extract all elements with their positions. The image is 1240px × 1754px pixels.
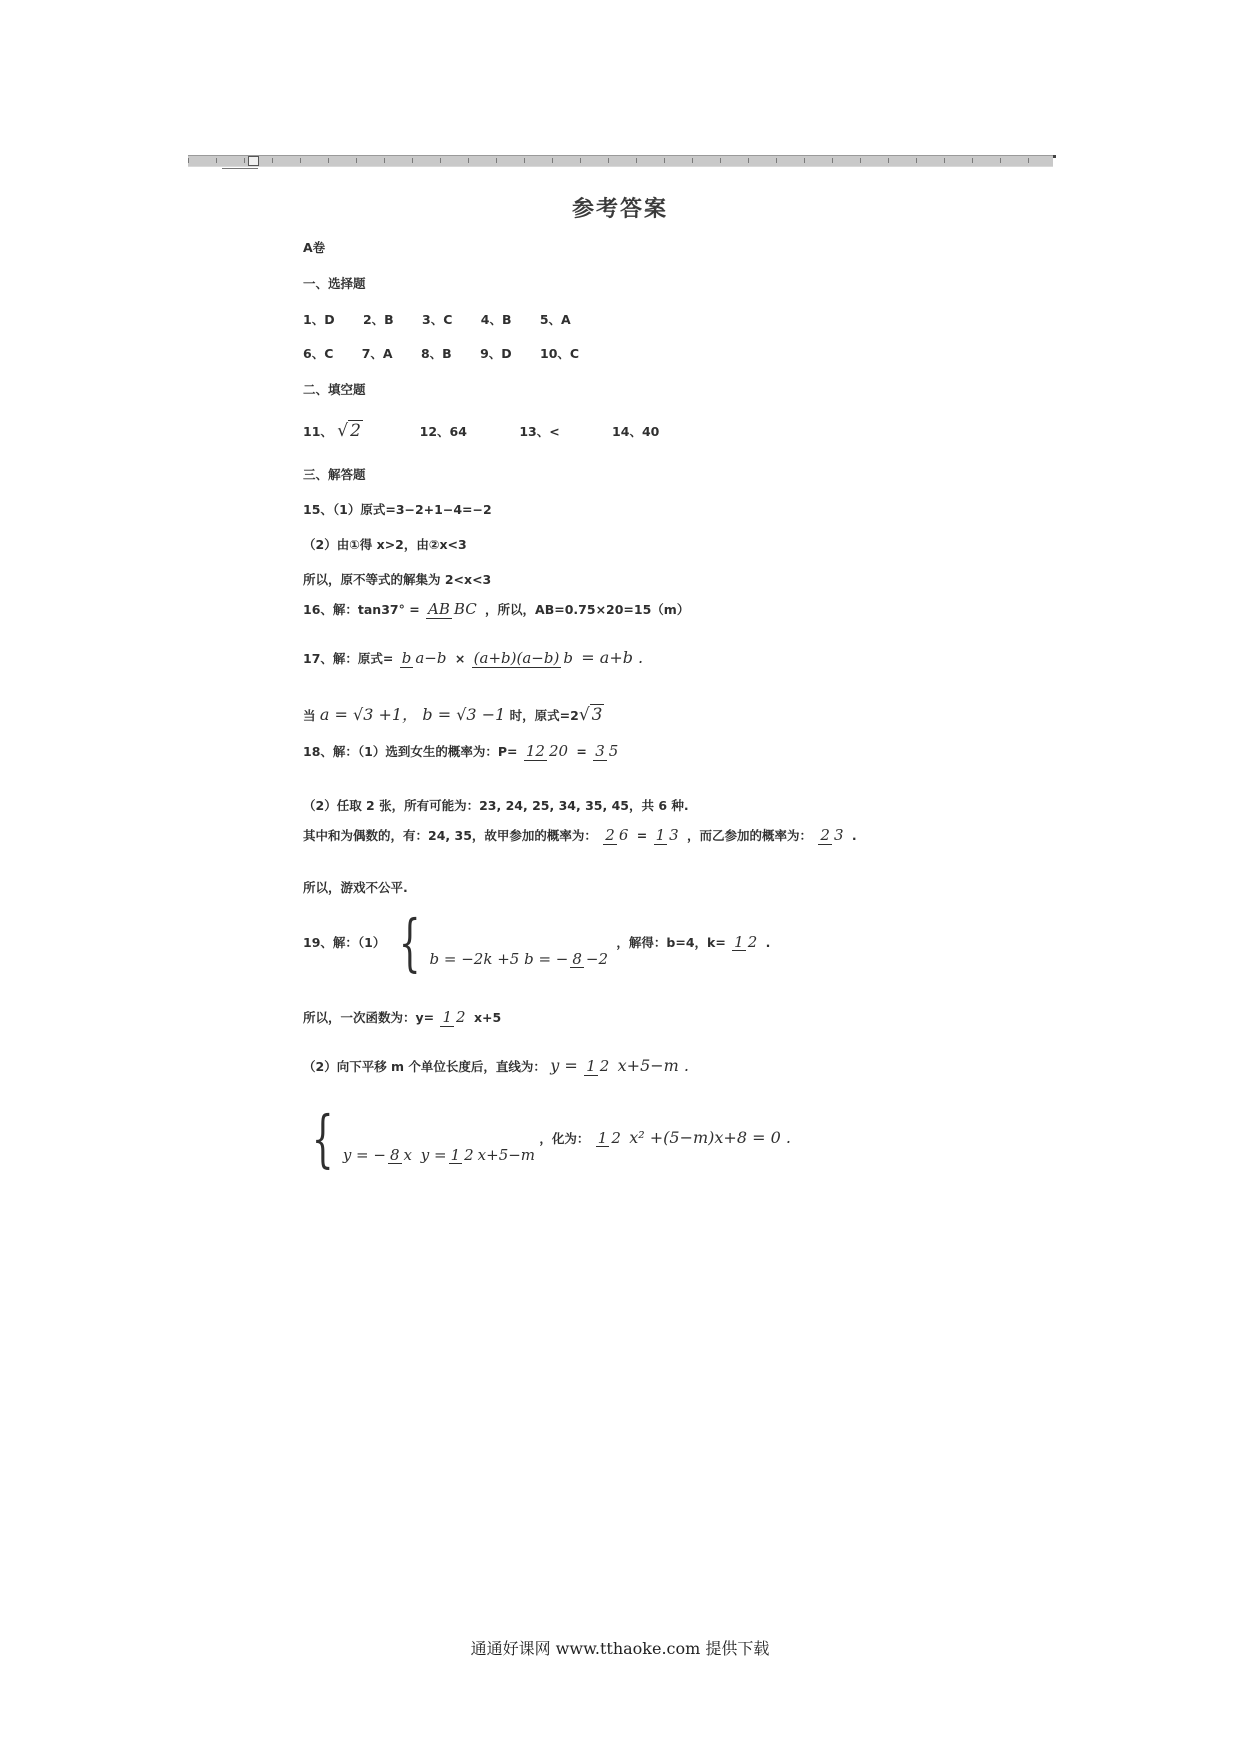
fraction-den: −2 (585, 949, 609, 968)
fraction-num: 8 (572, 949, 582, 968)
fraction-num: 3 (595, 742, 605, 761)
paper-label: A卷 (303, 240, 326, 255)
fraction-den: 3 (833, 826, 844, 845)
fraction-1-2 (449, 1145, 476, 1165)
q18-conclusion: 所以，游戏不公平. (303, 880, 408, 895)
system-row (343, 1146, 416, 1164)
mc-answer: 9、D (480, 346, 512, 361)
fraction-num: AB (428, 600, 450, 619)
q19-solution: ，解得：b=4，k= (616, 934, 726, 950)
b-value: b = √3 −1 (422, 705, 506, 724)
fraction-2-6 (603, 828, 630, 845)
fraction-1-2 (440, 1010, 467, 1027)
fraction-num: 1 (597, 1128, 608, 1147)
fraction-1 (400, 651, 449, 668)
equation-system-2 (303, 1102, 536, 1175)
q11-label: 11、 (303, 424, 333, 439)
fraction-den: BC (453, 600, 477, 619)
q19-2-prefix: 所以，一次函数为：y= (303, 1010, 435, 1025)
q14-answer: 14、40 (612, 424, 660, 439)
a-value: a = √3 +1， (319, 705, 419, 724)
row-prefix: y = (420, 1146, 447, 1164)
q18-3-prefix: 其中和为偶数的，有：24, 35，故甲参加的概率为： (303, 828, 597, 843)
fraction-ab-bc (426, 602, 479, 619)
fraction-den: 2 (599, 1057, 610, 1076)
fraction-8-neg2 (570, 949, 610, 969)
fraction-1-3 (654, 828, 681, 845)
radicand: 2 (350, 421, 361, 441)
section-choice: 一、选择题 (303, 276, 366, 291)
q19-3-prefix: （2）向下平移 m 个单位长度后，直线为： (303, 1059, 546, 1074)
row-prefix: y = − (342, 1146, 386, 1164)
q16-suffix: ，所以，AB=0.75×20=15（m） (485, 602, 690, 617)
fraction-num: (a+b)(a−b) (473, 649, 560, 668)
fraction-1-2 (596, 1128, 623, 1148)
fraction-den: 3 (669, 826, 679, 845)
fraction-num: 2 (605, 826, 615, 845)
q18-part2: （2）任取 2 张，所有可能为：23, 24, 25, 34, 35, 45，共 6 种. (303, 798, 689, 813)
q17-result: = a+b . (581, 648, 644, 667)
mc-answer: 1、D (303, 312, 335, 327)
q17-line (303, 648, 643, 668)
equation-system-1 (390, 906, 612, 979)
times-sign: × (454, 651, 466, 666)
fraction-num: 1 (450, 1145, 461, 1164)
mc-answer: 2、B (362, 312, 394, 327)
left-brace: { (398, 906, 421, 979)
mc-answer: 4、B (480, 312, 512, 327)
q18-3-mid: ，而乙参加的概率为： (687, 828, 813, 843)
q19-3-suffix: x+5−m . (617, 1056, 689, 1075)
q19-prefix: 19、解：（1） (303, 934, 386, 950)
sqrt-2: √ 2 (337, 421, 361, 441)
fraction-num: 12 (525, 742, 545, 761)
ruler-underline (222, 168, 258, 169)
system-row: b = −2k +5 (429, 950, 520, 968)
fraction-den: 5 (608, 742, 619, 761)
period: . (851, 828, 857, 843)
simplify-label: ，化为： (539, 1130, 590, 1146)
section-solve: 三、解答题 (303, 467, 366, 482)
fraction-num: 1 (442, 1008, 453, 1027)
fraction-2-3 (818, 828, 845, 845)
lhs: y = (550, 1056, 578, 1075)
left-brace: { (311, 1102, 334, 1175)
equals-sign: = (576, 744, 587, 759)
fraction-num: 1 (586, 1057, 596, 1076)
quadratic-equation: x² +(5−m)x+8 = 0 . (629, 1127, 791, 1147)
fraction-den: a−b (415, 649, 447, 668)
fraction-num: 1 (655, 826, 666, 845)
q15-part1: 15、（1）原式=3−2+1−4=−2 (303, 502, 492, 517)
q17b-prefix: 当 (303, 708, 316, 723)
fraction-1-2 (732, 932, 759, 952)
fraction-num: 2 (820, 826, 830, 845)
q19-part1 (303, 906, 771, 979)
mc-answer: 3、C (422, 312, 453, 327)
q17-prefix: 17、解：原式= (303, 651, 394, 666)
fraction-num: b (401, 649, 412, 668)
ruler-end-dot (1053, 155, 1056, 158)
mc-row-2 (303, 344, 579, 362)
fraction-num: 1 (734, 932, 744, 951)
fraction-den: 2 (456, 1008, 466, 1027)
q12-answer: 12、64 (419, 424, 467, 439)
fraction-den: 2 (464, 1145, 474, 1164)
system-rows (343, 1146, 535, 1164)
fraction-den: b (563, 649, 573, 668)
mc-answer: 8、B (420, 346, 452, 361)
fraction-3-5 (593, 744, 620, 761)
q17b-result: 时，原式=2 (509, 708, 579, 723)
fraction-8-x (388, 1145, 414, 1165)
period: . (765, 934, 771, 950)
fraction-den: x (403, 1145, 412, 1164)
q19-2-suffix: x+5 (473, 1010, 502, 1025)
fraction-1-2 (584, 1059, 611, 1076)
mc-row-1 (303, 310, 571, 328)
radicand: 3 (591, 705, 603, 725)
page-title: 参考答案 (571, 196, 668, 222)
fraction-2 (472, 651, 575, 668)
q15-part2: （2）由①得 x>2，由②x<3 (303, 537, 467, 552)
fraction-12-20 (524, 744, 570, 761)
fill-answers (303, 420, 659, 441)
ruler-indent-marker[interactable] (248, 156, 259, 166)
fraction-den: 2 (611, 1128, 621, 1147)
q16-line (303, 600, 689, 619)
equals-sign: = (636, 828, 648, 843)
fraction-den: 20 (548, 742, 569, 761)
ruler-ticks (188, 158, 1053, 163)
q19-part2 (303, 1008, 501, 1027)
system-rows (430, 950, 613, 968)
q18-part1 (303, 742, 622, 761)
mc-answer: 5、A (539, 312, 571, 327)
system-row (421, 1146, 535, 1164)
q16-prefix: 16、解：tan37° = (303, 602, 420, 617)
mc-answer: 10、C (540, 346, 580, 361)
q19-part4 (303, 1102, 791, 1175)
mc-answer: 7、A (361, 346, 393, 361)
q15-conclusion: 所以，原不等式的解集为 2<x<3 (303, 572, 492, 587)
fraction-den: 6 (618, 826, 629, 845)
system-row (524, 950, 612, 968)
sqrt-3: √ 3 (578, 705, 603, 725)
fraction-num: 8 (389, 1145, 400, 1164)
section-fill: 二、填空题 (303, 382, 366, 397)
footer-source: 通通好课网 www.tthaoke.com 提供下载 (470, 1639, 770, 1658)
q19-part3 (303, 1056, 689, 1076)
ruler-bar (188, 155, 1053, 167)
q13-answer: 13、< (519, 424, 560, 439)
row-suffix: x+5−m (477, 1146, 536, 1164)
q18-prefix: 18、解：（1）选到女生的概率为：P= (303, 744, 518, 759)
fraction-den: 2 (747, 932, 758, 951)
mc-answer: 6、C (303, 346, 334, 361)
q17-substitution (303, 702, 604, 725)
row-prefix: b = − (524, 950, 569, 968)
q18-part3 (303, 826, 857, 845)
